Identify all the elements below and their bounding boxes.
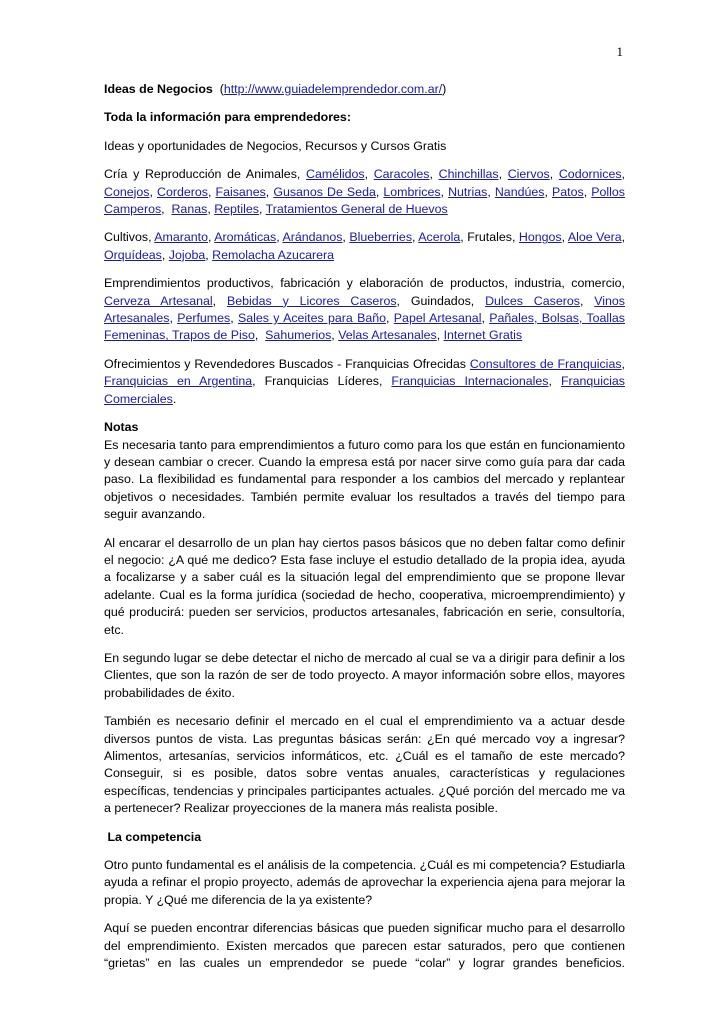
link-gusanos-de-seda[interactable]: Gusanos De Seda [273, 184, 376, 199]
link-papel-artesanal[interactable]: Papel Artesanal [393, 311, 482, 326]
link-nandues[interactable]: Nandúes [494, 184, 545, 199]
intro-line: Ideas y oportunidades de Negocios, Recursos y Cursos Gratis [104, 138, 447, 153]
link-nutrias[interactable]: Nutrias [448, 184, 488, 199]
link-codornices[interactable]: Codornices [558, 167, 622, 182]
link-blueberries[interactable]: Blueberries [349, 230, 413, 245]
guindados-text: Guindados [410, 293, 471, 308]
link-amaranto[interactable]: Amaranto [154, 230, 209, 245]
link-remolacha[interactable]: Remolacha Azucarera [212, 247, 335, 262]
emprendimientos-lead: Emprendimientos productivos, fabricación y elaboración de productos, industria, comercio, [104, 276, 625, 291]
header-line: Ideas de Negocios (http://www.guiadelemprendedor.com.ar/) [104, 82, 447, 96]
link-consultores-franquicias[interactable]: Consultores de Franquicias [469, 356, 622, 371]
competencia-paragraph-2: Aquí se pueden encontrar diferencias básicas que pueden significar mucho para el desarrollo del emprendimiento. Existen mercados que parecen estar saturados, pero que contienen “grietas” en las cuales un emprendedor se puede “colar” y lograr grandes beneficios. [104, 921, 625, 971]
document-body [104, 81, 625, 983]
link-tratamientos-huevos[interactable]: Tratamientos General de Huevos [265, 202, 448, 217]
link-corderos[interactable]: Corderos [157, 184, 208, 199]
link-patos[interactable]: Patos [552, 184, 584, 199]
link-internet-gratis[interactable]: Internet Gratis [443, 328, 523, 343]
link-conejos[interactable]: Conejos [104, 184, 150, 199]
link-pollos-camperos[interactable]: Pollos Camperos [104, 184, 625, 217]
link-franquicias-comerciales[interactable]: Franquicias Comerciales [104, 374, 625, 406]
link-dulces-caseros[interactable]: Dulces Caseros [485, 293, 580, 308]
link-caracoles[interactable]: Caracoles [373, 167, 430, 182]
site-url-link[interactable]: http://www.guiadelemprendedor.com.ar/ [223, 82, 443, 96]
link-sales-aceites[interactable]: Sales y Aceites para Baño [237, 311, 387, 326]
animales-lead: Cría y Reproducción de Animales, [104, 167, 307, 182]
notas-paragraph-3: En segundo lugar se debe detectar el nicho de mercado al cual se va a dirigir para definir a los Clientes, que son la razón de ser de todo proyecto. A mayor información sobre ellos, mayores probabilidades de éxito. [104, 650, 625, 700]
competencia-heading-text: La competencia [107, 829, 202, 844]
link-sahumerios[interactable]: Sahumerios [265, 328, 332, 343]
franquicias-lideres-text: Franquicias Líderes [264, 374, 379, 389]
franquicias-lead: Ofrecimientos y Revendedores Buscados - Franquicias Ofrecidas [104, 356, 470, 371]
cultivos-lead: Cultivos, [104, 230, 155, 245]
link-franquicias-internacionales[interactable]: Franquicias Internacionales [391, 374, 549, 389]
link-perfumes[interactable]: Perfumes [177, 311, 231, 326]
link-panales-bolsas[interactable]: Pañales, Bolsas, Toallas Femeninas, Trapos de Piso [104, 311, 625, 343]
document-title: Ideas de Negocios [104, 82, 213, 96]
notas-paragraph-4: También es necesario definir el mercado en el cual el emprendimiento va a actuar desde diversos puntos de vista. Las preguntas básicas serán: ¿En qué mercado voy a ingresar? Alimentos, artesanías, servicios informáticos, etc. ¿Cuál es el tamaño de este mercado? Conseguir, si es posible, datos sobre ventas anuales, características y regulaciones específicas, tendencias y principales participantes actuales. ¿Qué porción del mercado me va a pertenecer? Realizar proyecciones de la manera más realista posible. [104, 714, 625, 816]
link-aloe-vera[interactable]: Aloe Vera [567, 230, 622, 245]
link-cerveza-artesanal[interactable]: Cerveza Artesanal [104, 293, 213, 308]
subtitle-line [104, 109, 625, 126]
competencia-paragraph-1: Otro punto fundamental es el análisis de la competencia. ¿Cuál es mi competencia? Estudiarla ayuda a refinar el propio proyecto, además de aprovechar la experiencia ajena para mejorar la propia. Y ¿Qué me diferencia de la ya existente? [104, 858, 625, 907]
link-ranas[interactable]: Ranas [171, 202, 208, 217]
link-franquicias-argentina[interactable]: Franquicias en Argentina [104, 374, 253, 389]
link-acerola[interactable]: Acerola [418, 230, 461, 245]
link-jojoba[interactable]: Jojoba [168, 247, 206, 262]
link-chinchillas[interactable]: Chinchillas [438, 167, 499, 182]
link-camelidos[interactable]: Camélidos [306, 167, 365, 182]
cultivos-paragraph: Cultivos, Amaranto, Aromáticas, Arándanos, Blueberries, Acerola, Frutales, Hongos, Aloe Vera, Orquídeas, Jojoba, Remolacha Azucarera [104, 230, 626, 262]
link-lombrices[interactable]: Lombrices [383, 184, 441, 199]
link-bebidas-licores[interactable]: Bebidas y Licores Caseros [226, 293, 397, 308]
notas-heading [104, 419, 625, 436]
competencia-heading [104, 829, 625, 846]
emprendimientos-paragraph: Emprendimientos productivos, fabricación y elaboración de productos, industria, comercio, Cerveza Artesanal, Bebidas y Licores Caseros, Guindados, Dulces Caseros, Vinos Artesanales, Perfumes, Sales y Aceites para Baño, Papel Artesanal, Pañales, Bolsas, Toallas Femeninas, Trapos de Piso, Sahumerios, Velas Artesanales, Internet Gratis [104, 276, 626, 343]
page-number: 1 [616, 44, 623, 59]
notas-paragraph-2: Al encarar el desarrollo de un plan hay ciertos pasos básicos que no deben faltar como definir el negocio: ¿A qué me dedico? Esta fase incluye el estudio detallado de la propia idea, ayuda a focalizarse y a saber cuál es la situación legal del emprendimiento que se propone llevar adelante. Cual es la forma jurídica (sociedad de hecho, cooperativa, microemprendimiento) y qué producirá: pueden ser servicios, productos artesanales, fabricación en serie, consultoría, etc. [104, 535, 625, 637]
link-aromaticas[interactable]: Aromáticas [214, 230, 277, 245]
link-reptiles[interactable]: Reptiles [214, 202, 259, 217]
link-ciervos[interactable]: Ciervos [507, 167, 550, 182]
document-subtitle: Toda la información para emprendedores: [104, 110, 351, 125]
notas-heading-text: Notas [104, 420, 139, 435]
link-vinos-artesanales[interactable]: Vinos Artesanales [104, 293, 626, 326]
franquicias-paragraph: Ofrecimientos y Revendedores Buscados - Franquicias Ofrecidas Consultores de Franquicias, Franquicias en Argentina, Franquicias Líderes, Franquicias Internacionales, Franquicias Comerciales. [104, 356, 625, 406]
link-hongos[interactable]: Hongos [518, 230, 562, 245]
animales-paragraph: Cría y Reproducción de Animales, Camélidos, Caracoles, Chinchillas, Ciervos, Codornices, Conejos, Corderos, Faisanes, Gusanos De Seda, Lombrices, Nutrias, Nandúes, Patos, Pollos Camperos, Ranas, Reptiles, Tratamientos General de Huevos [104, 167, 625, 217]
link-faisanes[interactable]: Faisanes [215, 184, 266, 199]
link-velas-artesanales[interactable]: Velas Artesanales [338, 328, 437, 343]
link-orquideas[interactable]: Orquídeas [104, 247, 162, 262]
notas-paragraph-1: Es necesaria tanto para emprendimientos a futuro como para los que están en funcionamiento y desean cambiar o crecer. Cuando la empresa está por nacer sirve como guía para dar cada paso. La flexibilidad es fundamental para responder a los cambios del mercado y replantear objetivos o necesidades. También permite evaluar los resultados a través del tiempo para seguir avanzando. [104, 437, 625, 522]
frutales-text: Frutales [467, 230, 512, 245]
link-arandanos[interactable]: Arándanos [282, 230, 343, 245]
